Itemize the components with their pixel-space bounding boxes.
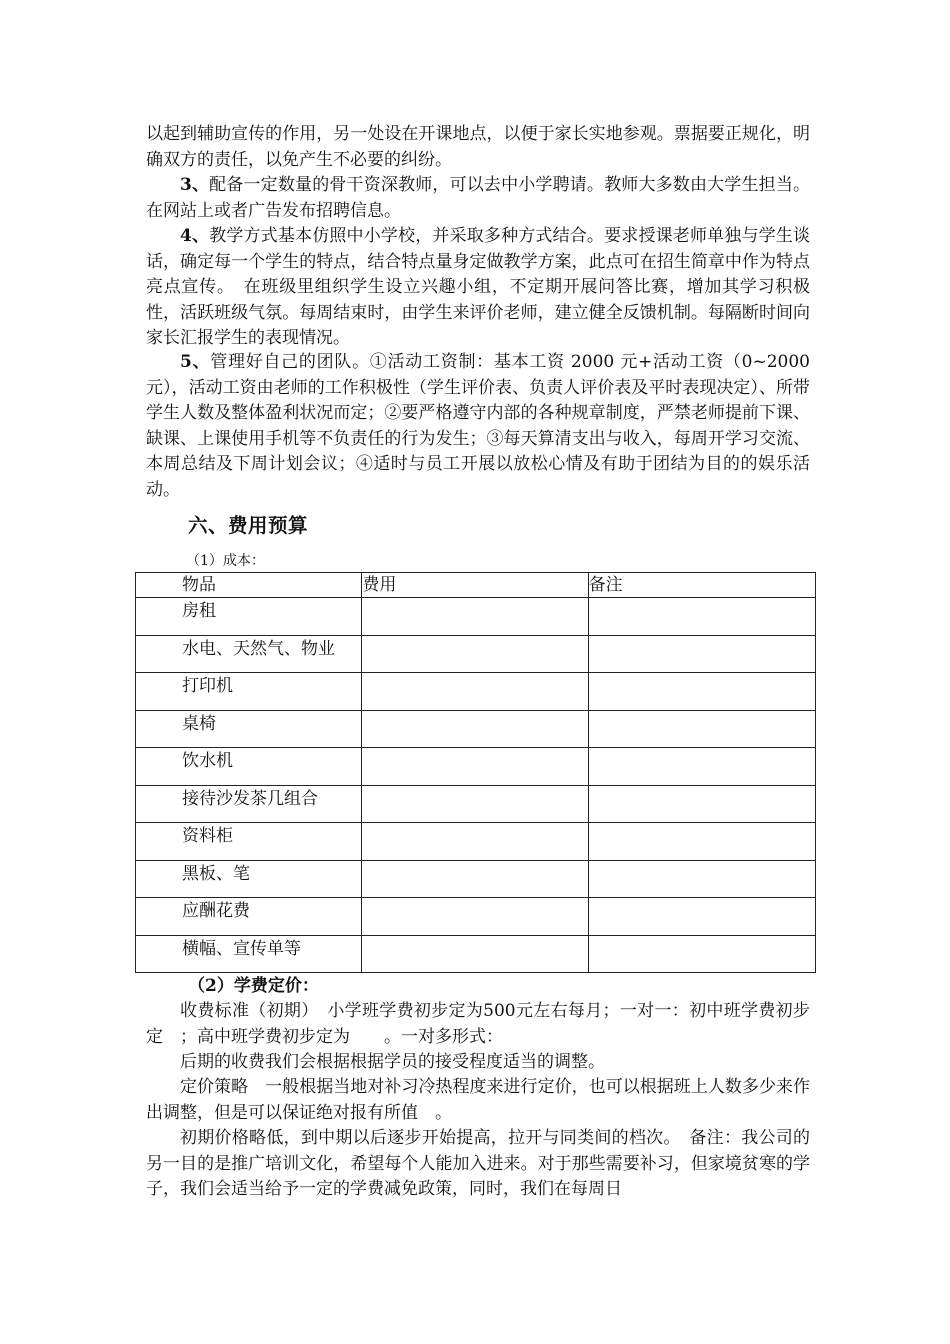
table-row bbox=[136, 935, 816, 973]
paragraph-later-fees bbox=[146, 1050, 810, 1076]
cell-fee bbox=[362, 935, 588, 973]
table-row bbox=[136, 748, 816, 786]
tuition-subtitle: （2）学费定价： bbox=[188, 976, 319, 996]
cell-note bbox=[588, 785, 815, 823]
paragraph-text: 教学方式基本仿照中小学校，并采取多种方式结合。要求授课老师单独与学生谈话，确定每一个学生的特点，结合特点量身定做教学方案，此点可在招生简章中作为特点亮点宣传。 在班级里组织学生设立兴趣小组，不定期开展问答比赛，增加其学习积极性，活跃班级气氛。每周结束时，由学生来评价老师，建立健全反馈机制。每隔断时间向家长汇报学生的表现情况。 bbox=[146, 226, 810, 348]
cell-note bbox=[588, 710, 815, 748]
table-row bbox=[136, 860, 816, 898]
table-row bbox=[136, 823, 816, 861]
cell-item: 黑板、笔 bbox=[136, 860, 362, 898]
cell-item: 桌椅 bbox=[136, 710, 362, 748]
cell-note bbox=[588, 935, 815, 973]
section-heading-budget: 六、费用预算 bbox=[188, 514, 309, 537]
cell-item: 应酬花费 bbox=[136, 898, 362, 936]
cell-note bbox=[588, 748, 815, 786]
item-number: 3、 bbox=[180, 175, 210, 195]
cell-note bbox=[588, 860, 815, 898]
cost-table bbox=[135, 572, 816, 973]
cell-fee bbox=[362, 710, 588, 748]
table-row bbox=[136, 598, 816, 636]
cell-item: 房租 bbox=[136, 598, 362, 636]
paragraph-text: 管理好自己的团队。①活动工资制：基本工资 2000 元+活动工资（0~2000 元），活动工资由老师的工作积极性（学生评价表、负责人评价表及平时表现决定）、所带学生人数及整体盈利状况而定；②要严格遵守内部的各种规章制度，严禁老师提前下课、缺课、上课使用手机等不负责任的行为发生；③每天算清支出与收入，每周开学习交流、本周总结及下周计划会议；④适时与员工开展以放松心情及有助于团结为目的的娱乐活动。 bbox=[146, 352, 810, 500]
cell-fee bbox=[362, 673, 588, 711]
cell-note bbox=[588, 673, 815, 711]
table-header-row bbox=[136, 573, 816, 598]
paragraph-text: 后期的收费我们会根据根据学员的接受程度适当的调整。 bbox=[180, 1052, 605, 1072]
cell-fee bbox=[362, 860, 588, 898]
table-row bbox=[136, 710, 816, 748]
paragraph-fee-standard bbox=[146, 999, 810, 1050]
table-row bbox=[136, 673, 816, 711]
paragraph-text: 定价策略 一般根据当地对补习冷热程度来进行定价，也可以根据班上人数多少来作出调整，但是可以保证绝对报有所值 。 bbox=[146, 1077, 810, 1123]
paragraph-teachers bbox=[146, 173, 810, 224]
item-number: 4、 bbox=[180, 226, 210, 246]
cell-fee bbox=[362, 748, 588, 786]
paragraph-promotion bbox=[146, 122, 810, 173]
header-item: 物品 bbox=[136, 573, 362, 598]
paragraph-initial-pricing bbox=[146, 1126, 810, 1203]
cell-fee bbox=[362, 898, 588, 936]
cell-note bbox=[588, 898, 815, 936]
cell-item: 接待沙发茶几组合 bbox=[136, 785, 362, 823]
header-note: 备注 bbox=[588, 573, 815, 598]
cost-subtitle: （1）成本： bbox=[186, 553, 265, 569]
cell-item: 横幅、宣传单等 bbox=[136, 935, 362, 973]
cell-fee bbox=[362, 785, 588, 823]
cell-note bbox=[588, 635, 815, 673]
item-number: 5、 bbox=[180, 352, 211, 372]
paragraph-text: 以起到辅助宣传的作用，另一处设在开课地点，以便于家长实地参观。票据要正规化，明确双方的责任，以免产生不必要的纠纷。 bbox=[146, 124, 810, 170]
paragraph-teaching-method bbox=[146, 224, 810, 352]
table-row bbox=[136, 898, 816, 936]
paragraph-text: 收费标准（初期） 小学班学费初步定为500元左右每月；一对一：初中班学费初步定 ；高中班学费初步定为 。一对多形式： bbox=[146, 1001, 810, 1047]
cell-item: 资料柜 bbox=[136, 823, 362, 861]
cell-note bbox=[588, 823, 815, 861]
cell-fee bbox=[362, 823, 588, 861]
paragraph-text: 配备一定数量的骨干资深教师，可以去中小学聘请。教师大多数由大学生担当。在网站上或者广告发布招聘信息。 bbox=[146, 175, 810, 221]
cell-fee bbox=[362, 635, 588, 673]
cell-note bbox=[588, 598, 815, 636]
header-fee: 费用 bbox=[362, 573, 588, 598]
paragraph-team-management bbox=[146, 350, 810, 503]
cell-item: 饮水机 bbox=[136, 748, 362, 786]
table-row bbox=[136, 635, 816, 673]
cell-fee bbox=[362, 598, 588, 636]
paragraph-text: 初期价格略低，到中期以后逐步开始提高，拉开与同类间的档次。 备注：我公司的另一目的是推广培训文化，希望每个人能加入进来。对于那些需要补习，但家境贫寒的学子，我们会适当给予一定的学费减免政策，同时，我们在每周日 bbox=[146, 1128, 810, 1199]
table-row bbox=[136, 785, 816, 823]
cell-item: 打印机 bbox=[136, 673, 362, 711]
paragraph-pricing-strategy bbox=[146, 1075, 810, 1126]
cell-item: 水电、天然气、物业 bbox=[136, 635, 362, 673]
